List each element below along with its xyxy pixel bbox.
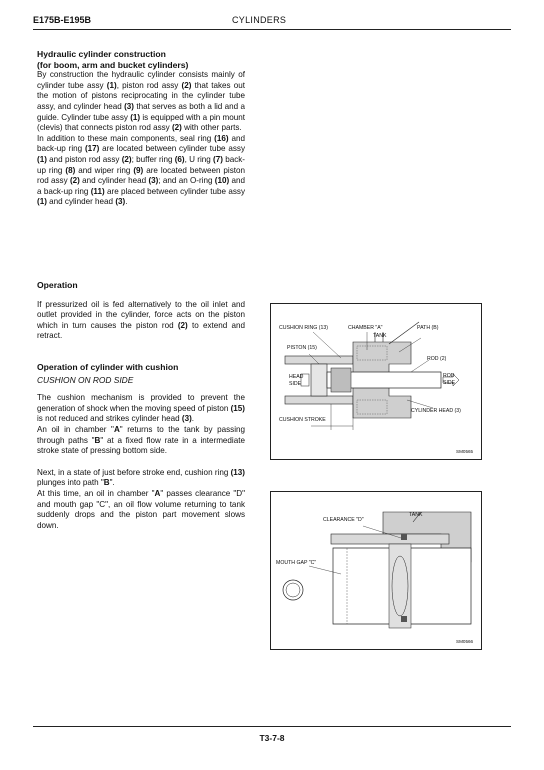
rod-side-label-line2: SIDE — [443, 380, 456, 386]
cushion-title: Operation of cylinder with cushion — [37, 362, 179, 372]
cylinder-head-label: CYLINDER HEAD (3) — [411, 408, 461, 414]
path-b-label: PATH (B) — [417, 325, 439, 331]
section-header: CYLINDERS — [232, 15, 287, 25]
figure-code-2: SM0566 — [456, 639, 474, 644]
construction-title-line2: (for boom, arm and bucket cylinders) — [37, 59, 189, 70]
cushion-stroke-label: CUSHION STROKE — [279, 417, 326, 423]
cushion-section — [37, 362, 245, 531]
cushion-ring-label: CUSHION RING (13) — [279, 325, 328, 331]
piston-label: PISTON (15) — [287, 345, 317, 351]
mouth-gap-figure — [270, 491, 482, 650]
page-number: T3-7-8 — [259, 733, 285, 743]
operation-section — [37, 280, 245, 342]
cushion-paragraph-2: An oil in chamber "A" returns to the tank by passing through paths "B" at a fixed flow rate in a intermediate stroke state of pressing bottom side. — [37, 424, 246, 456]
construction-title-line1: Hydraulic cylinder construction — [37, 49, 166, 59]
cushion-paragraph-4: At this time, an oil in chamber "A" passes clearance "D" and mouth gap "C", an oil flow volume returning to tank suddenly drops and the piston part movement slows down. — [37, 488, 245, 530]
operation-title: Operation — [37, 280, 78, 290]
header-divider — [33, 29, 511, 30]
figure-code-1: SM0565 — [456, 449, 474, 454]
rod-side-label-line1: ROD — [443, 373, 455, 379]
construction-paragraph-1: By construction the hydraulic cylinder consists mainly of cylinder tube assy (1), piston rod assy (2) that takes out the motion of pistons reciprocating in the cylinder tube assy, and cylinder head (3) that serves as both a lid and a guide. Cylinder tube assy (1) is equipped with a pin mount (clevis) that connects piston rod assy (2) with other parts. — [37, 70, 246, 133]
manual-model-header: E175B-E195B — [33, 15, 92, 25]
footer-divider — [33, 726, 511, 727]
mouth-gap-c-label: MOUTH GAP "C" — [276, 560, 317, 566]
clearance-d-label: CLEARANCE "D" — [323, 517, 364, 523]
construction-section — [37, 49, 245, 208]
cushion-paragraph-1: The cushion mechanism is provided to prevent the generation of shock when the moving speed of piston (15) is not reduced and strikes cylinder head (3). — [37, 393, 245, 424]
mouth-gap-diagram — [271, 492, 481, 649]
head-side-label-line2: SIDE — [289, 381, 302, 387]
cushion-paragraph-3: Next, in a state of just before stroke end, cushion ring (13) plunges into path "B". — [37, 467, 245, 488]
operation-paragraph: If pressurized oil is fed alternatively to the oil inlet and outlet provided in the cylinder, force acts on the piston which in turn causes the piston rod (2) to extend and retract. — [37, 299, 245, 341]
head-side-label-line1: HEAD — [289, 374, 304, 380]
tank-label: TANK — [373, 333, 387, 339]
rod-label: ROD (2) — [427, 356, 447, 362]
cushion-stroke-figure — [270, 303, 482, 460]
construction-paragraph-2: In addition to these main components, seal ring (16) and back-up ring (17) are located between cylinder tube assy (1) and piston rod assy (2); buffer ring (6), U ring (7) back-up ring (8) and wiper ring (9) are located between piston rod assy (2) and cylinder head (3); and an O-ring (10) and a back-up ring (11) are placed between cylinder tube assy (1) and cylinder head (3). — [37, 133, 245, 207]
chamber-a-label: CHAMBER "A" — [348, 325, 383, 331]
tank-label-2: TANK — [409, 512, 423, 518]
cushion-subtitle: CUSHION ON ROD SIDE — [37, 374, 134, 385]
